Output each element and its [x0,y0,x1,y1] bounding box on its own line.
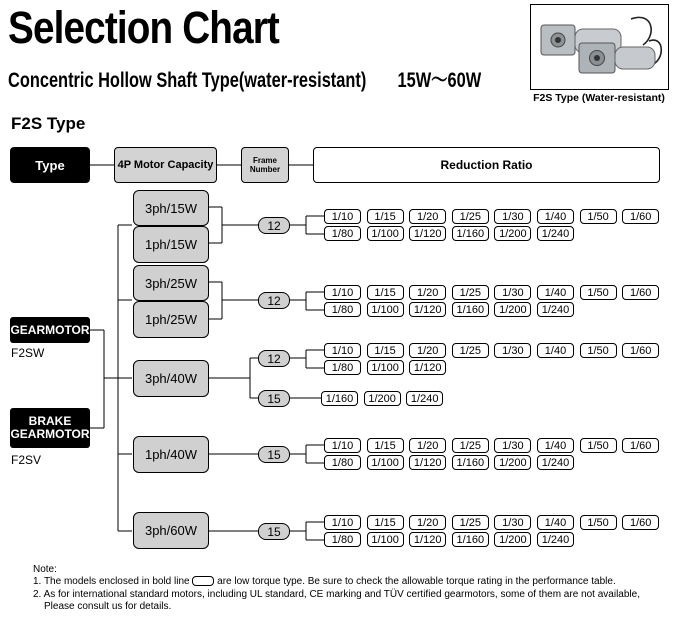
ratio-1-240: 1/240 [406,391,443,406]
ratio-1-200: 1/200 [364,391,401,406]
ratio-1-30: 1/30 [494,343,531,358]
ratio-1-15: 1/15 [367,515,404,530]
ratio-1-10: 1/10 [324,515,361,530]
ratio-1-10: 1/10 [324,343,361,358]
ratio-1-50: 1/50 [580,285,617,300]
capacity-1ph-15w: 1ph/15W [133,226,209,263]
ratio-1-25: 1/25 [452,438,489,453]
frame-12: 12 [258,350,290,367]
header-motor-capacity: 4P Motor Capacity [114,147,217,183]
ratio-1-15: 1/15 [367,343,404,358]
note-heading: Note: [33,564,57,575]
note-line-3: Please consult us for details. [44,601,172,612]
ratio-1-25: 1/25 [452,515,489,530]
capacity-3ph-40w: 3ph/40W [133,360,209,397]
ratio-1-120: 1/120 [409,532,446,547]
ratio-1-200: 1/200 [494,455,531,470]
subtitle-text: Concentric Hollow Shaft Type(water-resistant) [8,69,367,92]
ratio-1-100: 1/100 [367,226,404,241]
ratio-1-100: 1/100 [367,532,404,547]
ratio-1-120: 1/120 [409,455,446,470]
ratio-1-240: 1/240 [537,455,574,470]
ratio-1-30: 1/30 [494,515,531,530]
ratio-1-60: 1/60 [622,209,659,224]
ratio-1-30: 1/30 [494,209,531,224]
ratio-1-160: 1/160 [452,226,489,241]
frame-12: 12 [258,292,290,309]
ratio-1-20: 1/20 [409,438,446,453]
ratio-1-200: 1/200 [494,532,531,547]
ratio-1-120: 1/120 [409,360,446,375]
ratio-1-30: 1/30 [494,285,531,300]
ratio-1-80: 1/80 [324,360,361,375]
ratio-1-40: 1/40 [537,285,574,300]
ratio-1-50: 1/50 [580,438,617,453]
type-brake-gearmotor: BRAKE GEARMOTOR [10,408,90,448]
capacity-3ph-25w: 3ph/25W [133,265,209,301]
ratio-1-50: 1/50 [580,209,617,224]
ratio-1-50: 1/50 [580,343,617,358]
model-f2sv: F2SV [11,453,42,467]
ratio-1-80: 1/80 [324,302,361,317]
ratio-1-50: 1/50 [580,515,617,530]
ratio-1-240: 1/240 [537,226,574,241]
ratio-1-20: 1/20 [409,209,446,224]
ratio-1-20: 1/20 [409,285,446,300]
ratio-1-25: 1/25 [452,343,489,358]
type-gearmotor: GEARMOTOR [10,317,90,343]
capacity-1ph-40w: 1ph/40W [133,436,209,473]
ratio-1-20: 1/20 [409,515,446,530]
model-f2sw: F2SW [11,346,45,360]
capacity-3ph-15w: 3ph/15W [133,190,209,226]
frame-15: 15 [258,446,290,463]
ratio-1-160: 1/160 [452,532,489,547]
ratio-1-80: 1/80 [324,532,361,547]
bold-line-sample-icon [192,576,214,586]
ratio-1-100: 1/100 [367,360,404,375]
section-title: F2S Type [11,114,86,133]
header-type: Type [10,147,90,183]
ratio-1-80: 1/80 [324,226,361,241]
ratio-1-120: 1/120 [409,226,446,241]
note-1-text-a: 1. The models enclosed in bold line [33,576,190,587]
ratio-1-10: 1/10 [324,209,361,224]
ratio-1-25: 1/25 [452,285,489,300]
page-title: Selection Chart [8,2,279,53]
note-line-1 [33,576,616,588]
photo-caption: F2S Type (Water-resistant) [533,92,665,104]
ratio-1-60: 1/60 [622,343,659,358]
ratio-1-160: 1/160 [321,391,358,406]
ratio-1-240: 1/240 [537,532,574,547]
frame-15: 15 [258,390,290,407]
frame-12: 12 [258,217,290,234]
ratio-1-40: 1/40 [537,209,574,224]
note-1-text-b: are low torque type. Be sure to check the allowable torque rating in the performance table. [217,576,616,587]
ratio-1-15: 1/15 [367,285,404,300]
header-reduction-ratio: Reduction Ratio [313,147,660,183]
frame-15: 15 [258,523,290,540]
ratio-1-60: 1/60 [622,515,659,530]
ratio-1-200: 1/200 [494,302,531,317]
ratio-1-160: 1/160 [452,455,489,470]
ratio-1-10: 1/10 [324,285,361,300]
header-frame-number: Frame Number [241,147,289,183]
ratio-1-60: 1/60 [622,285,659,300]
ratio-1-40: 1/40 [537,343,574,358]
ratio-1-15: 1/15 [367,209,404,224]
ratio-1-100: 1/100 [367,302,404,317]
capacity-3ph-60w: 3ph/60W [133,512,209,549]
subtitle-range: 15W～60W [397,69,482,92]
ratio-1-60: 1/60 [622,438,659,453]
ratio-1-160: 1/160 [452,302,489,317]
ratio-1-200: 1/200 [494,226,531,241]
ratio-1-80: 1/80 [324,455,361,470]
ratio-1-20: 1/20 [409,343,446,358]
ratio-1-15: 1/15 [367,438,404,453]
ratio-1-100: 1/100 [367,455,404,470]
note-line-2: 2. As for international standard motors, including UL standard, CE marking and TÜV certified gearmotors, some of them are not available, [33,589,640,600]
ratio-1-240: 1/240 [537,302,574,317]
ratio-1-30: 1/30 [494,438,531,453]
capacity-1ph-25w: 1ph/25W [133,301,209,338]
ratio-1-25: 1/25 [452,209,489,224]
ratio-1-40: 1/40 [537,438,574,453]
ratio-1-10: 1/10 [324,438,361,453]
ratio-1-40: 1/40 [537,515,574,530]
ratio-1-120: 1/120 [409,302,446,317]
